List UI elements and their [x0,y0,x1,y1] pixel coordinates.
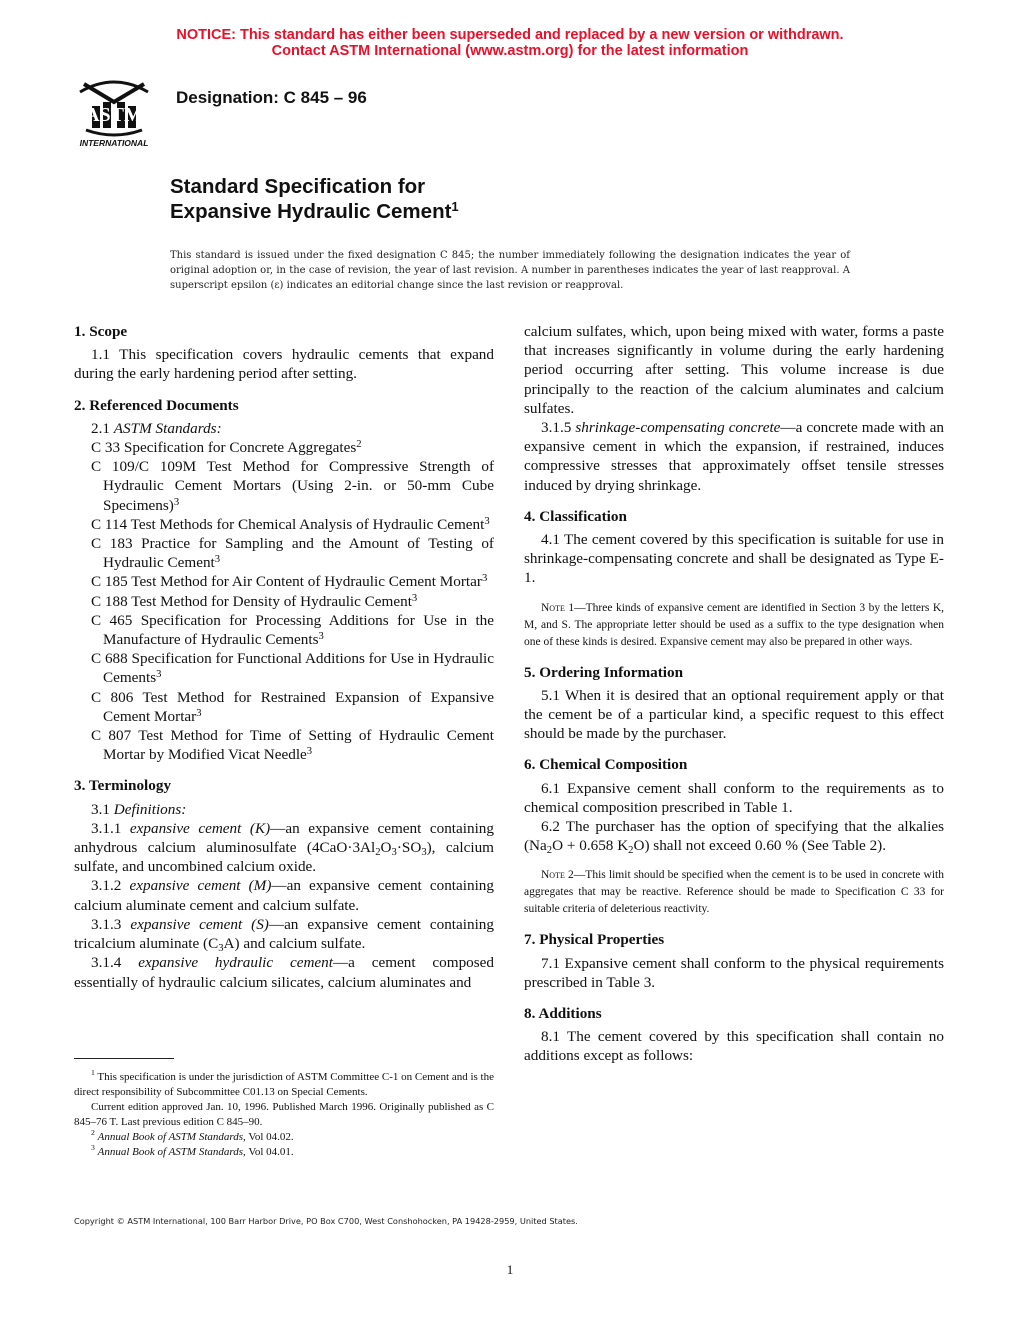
section-2-heading: 2. Referenced Documents [74,396,239,414]
reference-text: C 806 Test Method for Restrained Expansion of Expansive Cement Mortar [91,688,494,725]
para-6-1: 6.1 Expansive cement shall conform to the requirements as to chemical composition prescribed in Table 1. [524,779,944,816]
astm-logo [66,76,162,148]
note-1-label: Note 1 [541,601,575,614]
reference-text: C 109/C 109M Test Method for Compressive Strength of Hydraulic Cement Mortars (Using 2-in. or 50-mm Cube Specimens) [91,458,494,514]
section-8-heading: 8. Additions [524,1005,602,1023]
reference-text: C 188 Test Method for Density of Hydraulic Cement [91,592,412,610]
footnote-text: , Vol 04.01. [243,1146,294,1158]
definition-3-1-1 [74,819,494,877]
footnote-mark: 3 [91,1143,95,1152]
section-4-heading: 4. Classification [524,507,627,525]
title-footnote-mark: 1 [451,199,459,214]
designation: Designation: C 845 – 96 [176,88,367,107]
def-text: O [380,839,392,857]
def-num: 3.1.2 [91,877,122,895]
section-5-heading: 5. Ordering Information [524,663,684,681]
logo-caption: INTERNATIONAL [79,138,149,148]
note-2-label: Note 2 [541,869,574,882]
title-line-1: Standard Specification for [170,175,426,198]
title-line-2-text: Expansive Hydraulic Cement [170,200,452,223]
document-title [170,174,459,224]
note-1 [524,600,944,651]
def-term: expansive hydraulic cement [138,954,333,972]
def-text: —an expansive cement containing tricalcium aluminate (C [74,915,494,953]
definition-3-1-5 [524,418,944,495]
title-line-2 [170,199,459,224]
reference-item [74,515,494,534]
def-text: —a concrete made with an expansive cement in which the expansion, if restrained, induces compressive stresses that approximately offset tensile stresses induced by drying shrinkage. [524,419,944,494]
reference-item [74,438,494,457]
def-term: expansive cement (M) [129,877,272,895]
left-column [74,322,494,992]
def-text: A) and calcium sulfate. [223,935,366,953]
reference-item [74,611,494,649]
para-3-1-italic: Definitions: [113,800,187,818]
reference-text: C 114 Test Methods for Chemical Analysis of Hydraulic Cement [91,515,485,533]
reference-item [74,688,494,726]
reference-item [74,649,494,687]
para-8-1: 8.1 The cement covered by this specification shall contain no additions except as follows: [524,1028,944,1065]
reference-item [74,592,494,611]
footnote-1 [74,1070,494,1100]
para-2-1 [74,419,494,438]
para-text: 6.2 The purchaser has the option of specifying that the alkalies (Na [524,818,944,855]
page-number: 1 [506,1262,514,1277]
footnote-mark: 1 [91,1068,95,1077]
section-7-heading: 7. Physical Properties [524,931,665,949]
notice-line-1: NOTICE: This standard has either been superseded and replaced by a new version or withdrawn. [176,27,844,43]
def-term: shrinkage-compensating concrete [575,419,781,437]
reference-footnote-mark: 3 [173,496,180,508]
intro-paragraph: This standard is issued under the fixed designation C 845; the number immediately following the designation indicates the year of original adoption or, in the case of revision, the year of last revision. A number in parentheses indicates the year of last reapproval. A superscript epsilon (ε) indicates an editorial change since the last revision or reapproval. [170,250,850,291]
reference-text: C 465 Specification for Processing Additions for Use in the Manufacture of Hydraulic Cements [91,611,494,649]
note-2-text: —This limit should be specified when the cement is to be used in concrete with aggregates that may be reactive. Reference should be made to Specification C 33 for suitable criteria of deleterious reactivity. [524,869,945,916]
reference-list [74,438,494,764]
def-sub: 3 [391,847,397,859]
para-sub: 2 [628,845,634,857]
notice-banner [0,27,1020,59]
def-text: ), calcium sulfate, and uncombined calcium oxide. [74,839,494,876]
para-3-1-num: 3.1 [91,800,110,818]
def-term: expansive cement (S) [130,915,269,933]
logo-letters: ASTM [85,104,143,126]
para-7-1: 7.1 Expansive cement shall conform to the physical requirements prescribed in Table 3. [524,954,944,991]
para-sub: 2 [546,845,553,857]
footnote-italic: Annual Book of ASTM Standards [97,1131,244,1143]
footnote-text: This specification is under the jurisdiction of ASTM Committee C-1 on Cement and is the direct responsibility of Subcommittee C01.13 on Special Cements. [74,1071,494,1098]
footnote-mark: 2 [91,1128,95,1137]
para-6-2 [524,817,944,855]
def-num: 3.1.1 [91,819,122,837]
footnote-italic: Annual Book of ASTM Standards [97,1146,244,1158]
def-text: —a cement composed essentially of hydraulic calcium silicates, calcium aluminates and [74,954,495,991]
reference-footnote-mark: 3 [306,746,313,758]
para-5-1: 5.1 When it is desired that an optional requirement apply or that the cement be of a particular kind, a specific request to this effect should be made by the purchaser. [524,686,944,743]
def-sub: 2 [375,847,381,859]
reference-text: C 33 Specification for Concrete Aggregates [91,439,357,457]
copyright: Copyright © ASTM International, 100 Barr Harbor Drive, PO Box C700, West Conshohocken, PA 19428-2959, United States. [74,1216,578,1226]
reference-text: C 688 Specification for Functional Additions for Use in Hydraulic Cements [91,650,494,687]
def-num: 3.1.5 [541,419,572,437]
reference-item [74,534,494,572]
reference-item [74,457,494,515]
definition-3-1-2 [74,876,494,914]
para-4-1: 4.1 The cement covered by this specification is suitable for use in shrinkage-compensating concrete and shall be designated as Type E-1. [524,531,944,587]
reference-footnote-mark: 3 [481,573,488,585]
definition-3-1-3 [74,915,494,953]
para-2-1-italic: ASTM Standards: [113,419,222,437]
def-text: —an expansive cement containing anhydrous calcium aluminosulfate (4CaO·3Al [74,819,494,857]
footnote-text: , Vol 04.02. [243,1131,294,1143]
note-1-text: —Three kinds of expansive cement are identified in Section 3 by the letters K, M, and S. The appropriate letter should be used as a suffix to the type designation when one of these kinds is desired. Expansive cement may also be prepared in other ways. [524,601,944,648]
def-text: ·SO [396,839,422,857]
reference-item [74,726,494,764]
reference-text: C 807 Test Method for Time of Setting of Hydraulic Cement Mortar by Modified Vicat Needle [91,727,494,764]
def-term: expansive cement (K) [129,819,271,837]
footnote-2 [74,1130,494,1145]
reference-footnote-mark: 3 [411,592,418,604]
reference-text: C 185 Test Method for Air Content of Hydraulic Cement Mortar [91,573,482,591]
notice-line-2: Contact ASTM International (www.astm.org) for the latest information [271,43,749,59]
footnote-1-edition: Current edition approved Jan. 10, 1996. Published March 1996. Originally published as C 845–76 T. Last previous edition C 845–90. [74,1101,494,1128]
footnotes [74,1070,494,1160]
section-6-heading: 6. Chemical Composition [524,756,688,774]
footnote-rule [74,1058,174,1059]
reference-footnote-mark: 3 [196,707,202,719]
reference-footnote-mark: 3 [318,631,324,643]
footnote-3 [74,1145,494,1160]
def-sub: 3 [218,943,224,955]
reference-footnote-mark: 2 [356,439,362,451]
reference-footnote-mark: 3 [484,515,490,527]
definition-3-1-4 [74,953,494,991]
para-text: O) shall not exceed 0.60 % (See Table 2). [633,837,887,855]
para-2-1-num: 2.1 [91,419,110,437]
def-text: —an expansive cement containing calcium aluminate cement and calcium sulfate. [74,877,494,914]
reference-footnote-mark: 3 [156,669,162,681]
reference-footnote-mark: 3 [214,554,221,566]
right-column [524,322,944,1066]
note-2 [524,867,944,918]
def-num: 3.1.4 [91,954,122,972]
definition-3-1-4-continued: calcium sulfates, which, upon being mixed with water, forms a paste that increases significantly in volume during the early hardening period occurring after setting. This volume increase is due principally to the reaction of the calcium aluminates and calcium sulfates. [524,323,944,417]
para-text: O + 0.658 K [552,837,629,855]
def-num: 3.1.3 [91,915,122,933]
def-sub: 3 [421,847,427,859]
para-3-1 [74,800,494,819]
para-1-1: 1.1 This specification covers hydraulic cements that expand during the early hardening period after setting. [74,346,494,383]
reference-text: C 183 Practice for Sampling and the Amount of Testing of Hydraulic Cement [91,535,494,572]
section-1-heading: 1. Scope [74,323,128,340]
reference-item [74,572,494,591]
section-3-heading: 3. Terminology [74,777,172,795]
